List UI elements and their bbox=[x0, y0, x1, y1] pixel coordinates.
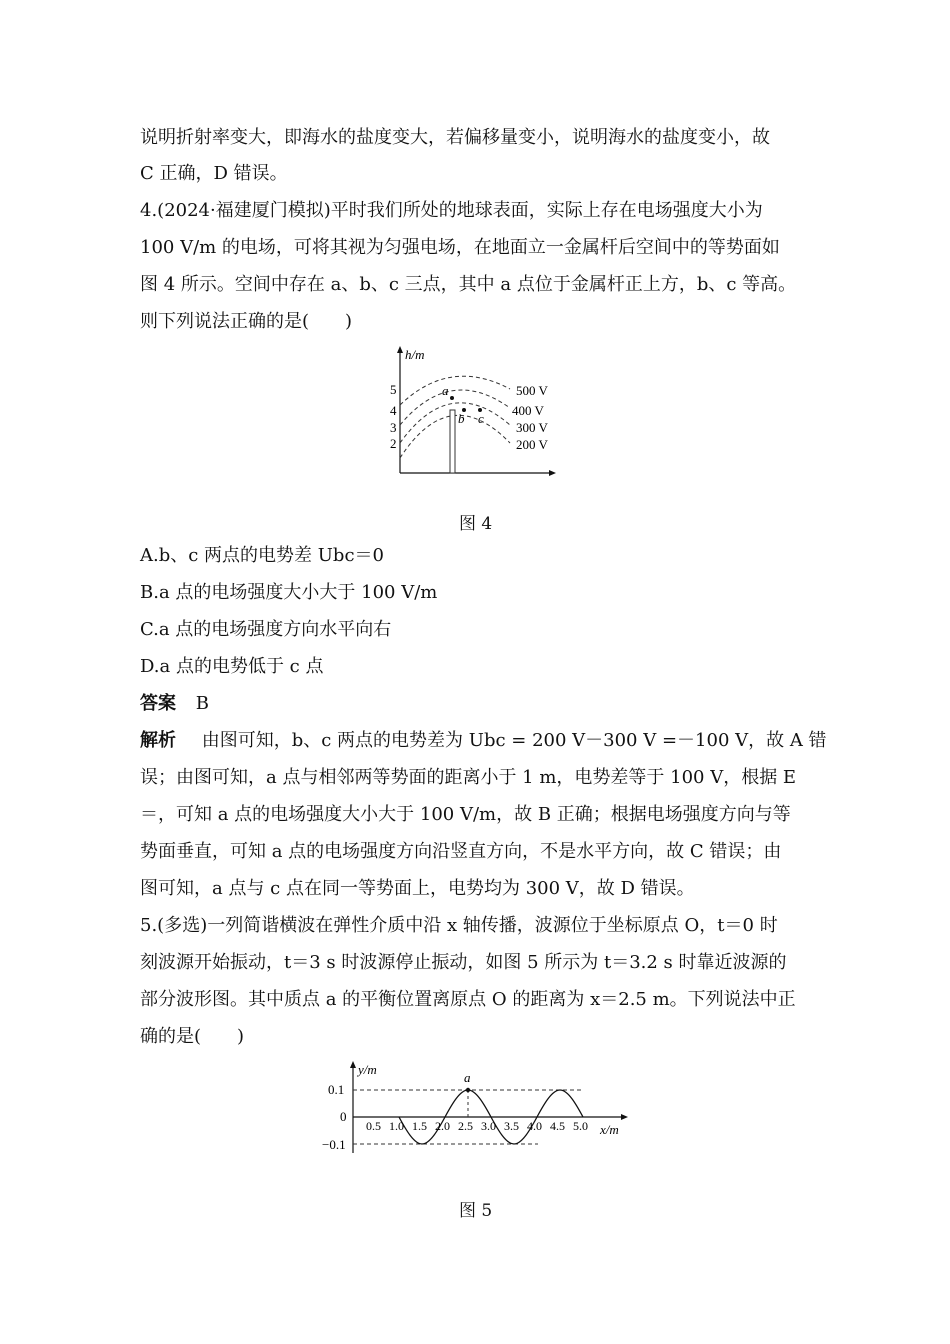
question-5-stem: 确的是( ) bbox=[140, 1026, 245, 1047]
analysis-text: ＝，可知 a 点的电场强度大小大于 100 V/m，故 B 正确；根据电场强度方向与等 bbox=[140, 804, 791, 825]
answer-value: B bbox=[195, 693, 209, 714]
point-a bbox=[450, 396, 454, 400]
y-tick-label: −0.1 bbox=[322, 1137, 346, 1152]
x-tick-label: 1.0 bbox=[389, 1119, 404, 1133]
x-tick-label: 0.5 bbox=[366, 1119, 381, 1133]
option-a: A.b、c 两点的电势差 Ubc＝0 bbox=[140, 545, 384, 566]
figure-4-diagram bbox=[380, 343, 560, 478]
analysis-label: 解析 bbox=[140, 730, 176, 751]
question-4-stem: 图 4 所示。空间中存在 a、b、c 三点，其中 a 点位于金属杆正上方，b、c 等高。 bbox=[140, 274, 797, 295]
x-tick-label: 4.0 bbox=[527, 1119, 542, 1133]
answer-label: 答案 bbox=[140, 693, 176, 714]
y-tick-label: 0.1 bbox=[328, 1082, 345, 1097]
x-axis-label: x/m bbox=[600, 1122, 619, 1137]
text-line: 说明折射率变大，即海水的盐度变大，若偏移量变小，说明海水的盐度变小，故 bbox=[140, 127, 770, 148]
curve-label: 200 V bbox=[516, 437, 548, 452]
question-5-stem: 部分波形图。其中质点 a 的平衡位置离原点 O 的距离为 x＝2.5 m。下列说法中正 bbox=[140, 989, 796, 1010]
curve-label: 500 V bbox=[516, 383, 548, 398]
x-tick-label: 3.0 bbox=[481, 1119, 496, 1133]
point-label: b bbox=[458, 411, 465, 426]
figure-5-caption: 图 5 bbox=[459, 1201, 493, 1221]
y-axis-label: h/m bbox=[405, 347, 425, 362]
question-4-stem: 则下列说法正确的是( ) bbox=[140, 311, 353, 332]
tick-label: 4 bbox=[390, 403, 397, 418]
answer-row bbox=[140, 691, 209, 717]
analysis-row bbox=[140, 728, 827, 754]
analysis-text: 误；由图可知，a 点与相邻两等势面的距离小于 1 m，电势差等于 100 V，根据 E bbox=[140, 767, 797, 788]
option-d: D.a 点的电势低于 c 点 bbox=[140, 656, 324, 677]
analysis-text: 由图可知，b、c 两点的电势差为 Ubc = 200 V－300 V =－100 V，故 A 错 bbox=[201, 730, 827, 751]
point-a bbox=[466, 1088, 470, 1092]
curve-label: 400 V bbox=[512, 403, 544, 418]
analysis-text: 图可知，a 点与 c 点在同一等势面上，电势均为 300 V，故 D 错误。 bbox=[140, 878, 695, 899]
analysis-text: 势面垂直，可知 a 点的电场强度方向沿竖直方向，不是水平方向，故 C 错误；由 bbox=[140, 841, 782, 862]
x-tick-label: 3.5 bbox=[504, 1119, 519, 1133]
x-tick-label: 4.5 bbox=[550, 1119, 565, 1133]
y-axis-label: y/m bbox=[358, 1062, 377, 1077]
x-tick-label: 2.0 bbox=[435, 1119, 450, 1133]
x-tick-label: 1.5 bbox=[412, 1119, 427, 1133]
x-tick-label: 2.5 bbox=[458, 1119, 473, 1133]
metal-rod bbox=[450, 410, 455, 473]
point-label: c bbox=[478, 411, 484, 426]
question-4-stem: 4.(2024·福建厦门模拟)平时我们所处的地球表面，实际上存在电场强度大小为 bbox=[140, 200, 763, 221]
y-tick-label: 0 bbox=[340, 1109, 347, 1124]
option-b: B.a 点的电场强度大小大于 100 V/m bbox=[140, 582, 438, 603]
option-c: C.a 点的电场强度方向水平向右 bbox=[140, 619, 392, 640]
question-4-stem: 100 V/m 的电场，可将其视为匀强电场，在地面立一金属杆后空间中的等势面如 bbox=[140, 237, 780, 258]
text-line: C 正确，D 错误。 bbox=[140, 163, 288, 184]
question-5-stem: 刻波源开始振动，t＝3 s 时波源停止振动，如图 5 所示为 t＝3.2 s 时靠近波源的 bbox=[140, 952, 787, 973]
figure-5-wave bbox=[318, 1058, 638, 1158]
question-5-stem: 5.(多选)一列简谐横波在弹性介质中沿 x 轴传播，波源位于坐标原点 O，t＝0 时 bbox=[140, 915, 778, 936]
tick-label: 2 bbox=[390, 436, 397, 451]
figure-4-caption: 图 4 bbox=[459, 514, 493, 534]
point-label: a bbox=[464, 1070, 471, 1085]
tick-label: 3 bbox=[390, 420, 397, 435]
x-tick-label: 5.0 bbox=[573, 1119, 588, 1133]
curve-label: 300 V bbox=[516, 420, 548, 435]
point-label: a bbox=[442, 383, 449, 398]
tick-label: 5 bbox=[390, 382, 397, 397]
